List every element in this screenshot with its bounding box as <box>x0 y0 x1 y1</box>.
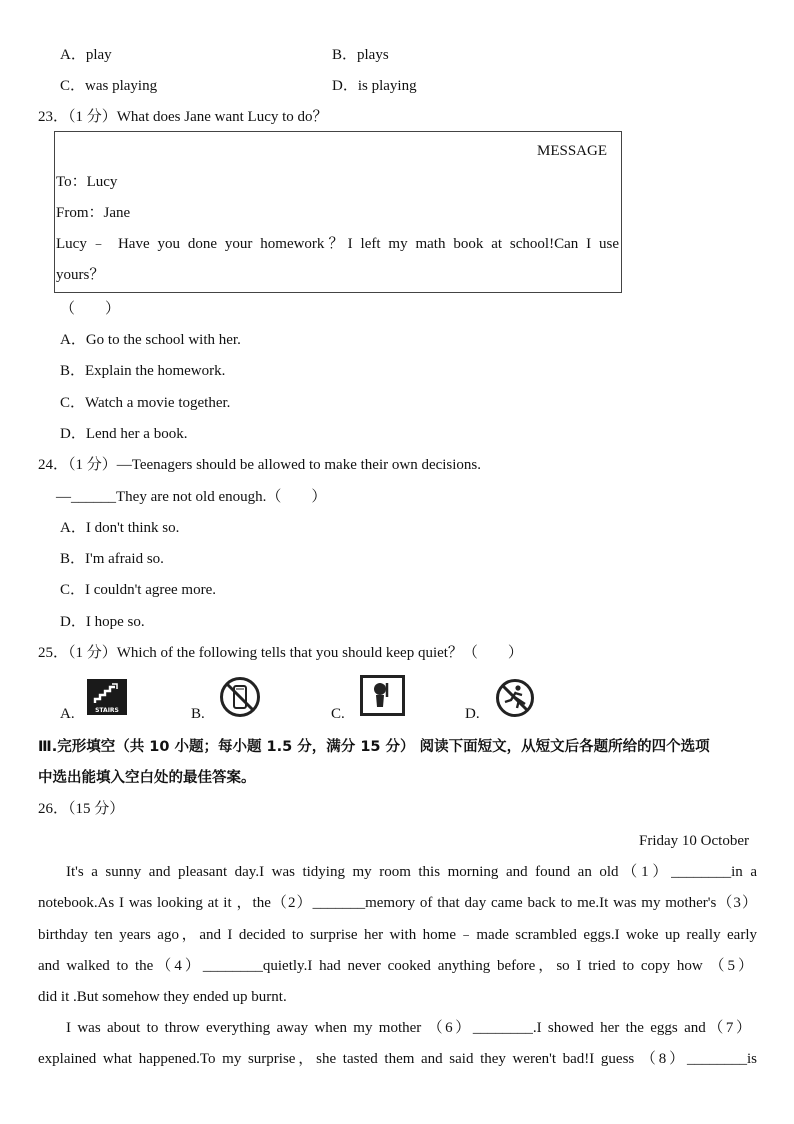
message-header: MESSAGE <box>537 143 608 159</box>
q25-option-a: A. <box>60 706 75 722</box>
q25-option-d: D. <box>465 706 480 722</box>
q25-question: 25．（1 分）Which of the following tells that you should keep quiet？（ ） <box>38 645 523 661</box>
message-to: To：Lucy <box>56 174 118 190</box>
q24-question: 24．（1 分）—Teenagers should be allowed to make their own decisions. <box>38 457 482 473</box>
q22-option-a: A．play <box>60 47 112 63</box>
q23-option-b: B．Explain the homework. <box>60 363 226 379</box>
q24-option-a: A．I don't think so. <box>60 520 180 536</box>
q23-option-c: C．Watch a movie together. <box>60 395 231 411</box>
q26-number: 26．（15 分） <box>38 801 125 817</box>
q23-option-d: D．Lend her a book. <box>60 426 188 442</box>
message-from: From：Jane <box>56 205 131 221</box>
message-body-line2: yours？ <box>56 267 105 283</box>
passage-p1-line3: birthday ten years ago，and I decided to surprise her with home﹣made scrambled eggs.I woke up really early <box>38 927 757 943</box>
q24-option-d: D．I hope so. <box>60 614 145 630</box>
section3-instruction-line1: Ⅲ.完形填空（共 10 小题；每小题 1.5 分，满分 15 分） 阅读下面短文，从短文后各题所给的四个选项 <box>38 739 710 755</box>
passage-p2-line2: explained what happened.To my surprise，she tasted them and said they weren't bad!I guess （8）________is <box>38 1051 757 1067</box>
no-running-sign-icon <box>495 678 535 718</box>
q22-option-d: D．is playing <box>332 78 417 94</box>
message-body-line1: Lucy﹣ Have you done your homework？I left my math book at school!Can I use <box>56 236 619 252</box>
q23-option-a: A．Go to the school with her. <box>60 332 241 348</box>
passage-p1-line5: did it .But somehow they ended up burnt. <box>38 989 287 1005</box>
stairs-sign-icon <box>87 679 127 715</box>
q23-question: 23．（1 分）What does Jane want Lucy to do？ <box>38 109 328 125</box>
no-phone-sign-icon <box>219 676 261 718</box>
passage-p2-line1: I was about to throw everything away when my mother （6）________.I showed her the eggs and（7） <box>66 1020 751 1036</box>
stairs-sign-label: STAIRS <box>95 707 119 714</box>
q24-option-b: B．I'm afraid so. <box>60 551 164 567</box>
q24-option-c: C．I couldn't agree more. <box>60 582 216 598</box>
section3-instruction-line2: 中选出能填入空白处的最佳答案。 <box>38 770 256 786</box>
passage-p1-line1: It's a sunny and pleasant day.I was tidying my room this morning and found an old（1）________in a <box>66 864 757 880</box>
passage-p1-line2: notebook.As I was looking at it ，the（2）_______memory of that day came back to me.It was my mother's（3） <box>38 895 757 911</box>
passage-p1-line4: and walked to the（4）________quietly.I had never cooked anything before，so I tried to copy how （5） <box>38 958 753 974</box>
q24-answer-line: —______They are not old enough.（ ） <box>56 489 327 505</box>
quiet-sign-icon <box>360 675 405 716</box>
q22-option-c: C．was playing <box>60 78 158 94</box>
q25-option-c: C. <box>331 706 345 722</box>
q25-option-b: B. <box>191 706 205 722</box>
q22-option-b: B．plays <box>332 47 389 63</box>
q23-answer-paren: （ ） <box>60 301 121 317</box>
q26-date: Friday 10 October <box>639 833 749 849</box>
